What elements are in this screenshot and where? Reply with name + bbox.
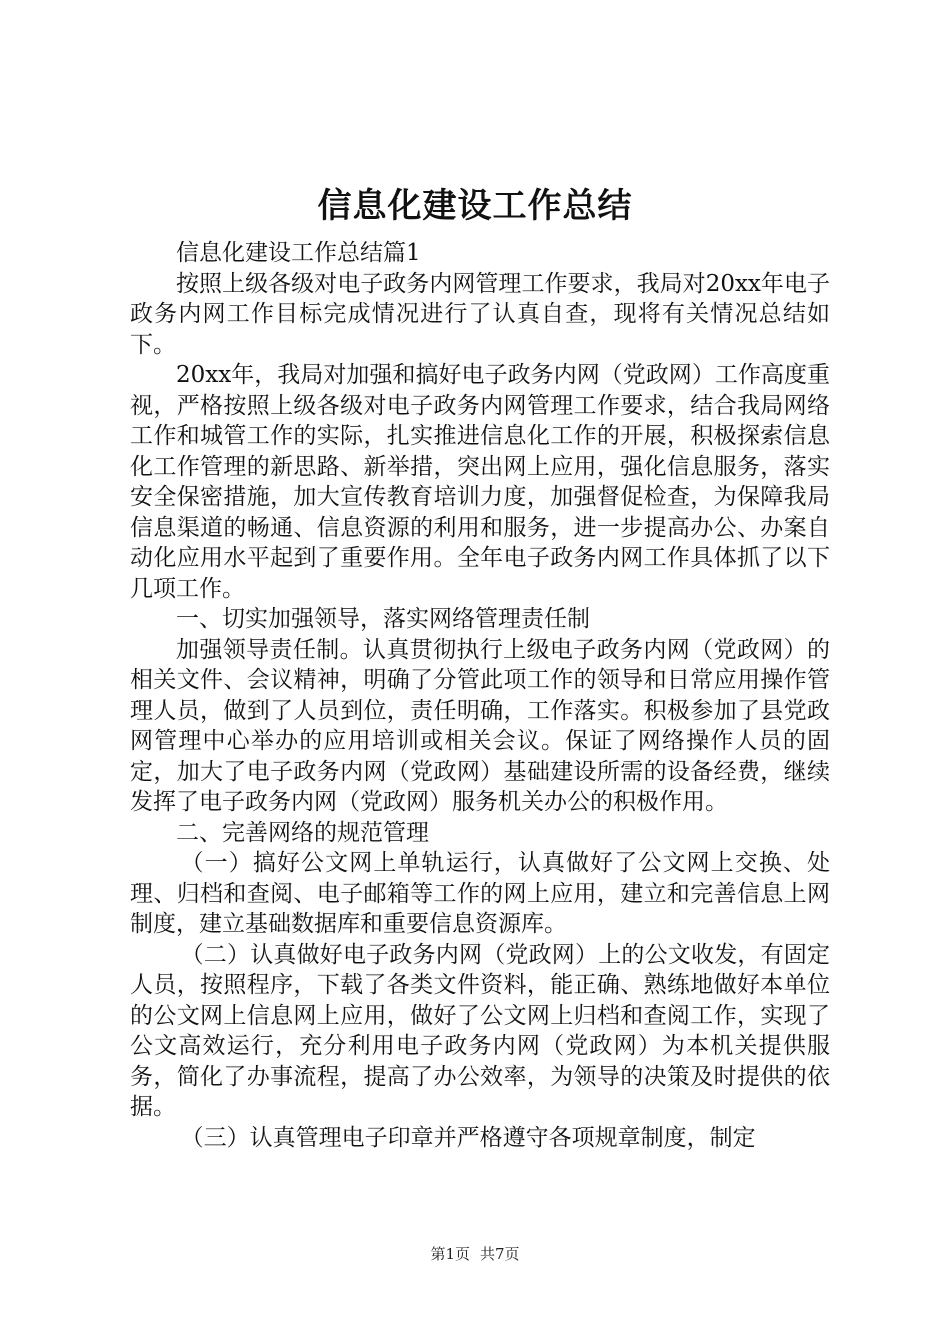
page-total: 共7页 xyxy=(480,1245,520,1263)
section-heading: 二、完善网络的规范管理 xyxy=(176,819,429,846)
paragraph: 加强领导责任制。认真贯彻执行上级电子政务内网（党政网）的相关文件、会议精神，明确了分管此项工作的领导和日常应用操作管理人员，做到了人员到位，责任明确，工作落实。积极参加了县党政网管理中心举办的应用培训或相关会议。保证了网络操作人员的固定，加大了电子政务内网（党政网）基础建设所需的设备经费，继续发挥了电子政务内网（党政网）服务机关办公的积极作用。 xyxy=(130,636,830,815)
paragraph: 按照上级各级对电子政务内网管理工作要求，我局对20xx年电子政务内网工作目标完成情况进行了认真自查，现将有关情况总结如下。 xyxy=(130,270,830,358)
page-number: 第1页 xyxy=(430,1245,470,1263)
paragraph: 20xx年，我局对加强和搞好电子政务内网（党政网）工作高度重视，严格按照上级各级对电子政务内网管理工作要求，结合我局网络工作和城管工作的实际，扎实推进信息化工作的开展，积极探索信息化工作管理的新思路、新举措，突出网上应用，强化信息服务，落实安全保密措施，加大宣传教育培训力度，加强督促检查，为保障我局信息渠道的畅通、信息资源的利用和服务，进一步提高办公、办案自动化应用水平起到了重要作用。全年电子政务内网工作具体抓了以下几项工作。 xyxy=(130,362,830,602)
section-heading: 信息化建设工作总结篇1 xyxy=(176,240,421,266)
paragraph: （三）认真管理电子印章并严格遵守各项规章制度，制定 xyxy=(180,1124,756,1151)
paragraph: （一）搞好公文网上单轨运行，认真做好了公文网上交换、处理、归档和查阅、电子邮箱等工作的网上应用，建立和完善信息上网制度，建立基础数据库和重要信息资源库。 xyxy=(130,850,830,937)
document-title: 信息化建设工作总结 xyxy=(317,186,633,226)
paragraph: （二）认真做好电子政务内网（党政网）上的公文收发，有固定人员，按照程序，下载了各类文件资料，能正确、熟练地做好本单位的公文网上信息网上应用，做好了公文网上归档和查阅工作，实现了公文高效运行，充分利用电子政务内网（党政网）为本机关提供服务，简化了办事流程，提高了办公效率，为领导的决策及时提供的依据。 xyxy=(130,941,830,1120)
section-heading: 一、切实加强领导，落实网络管理责任制 xyxy=(176,606,590,632)
page-footer xyxy=(0,1244,950,1264)
document-body xyxy=(130,238,830,1153)
